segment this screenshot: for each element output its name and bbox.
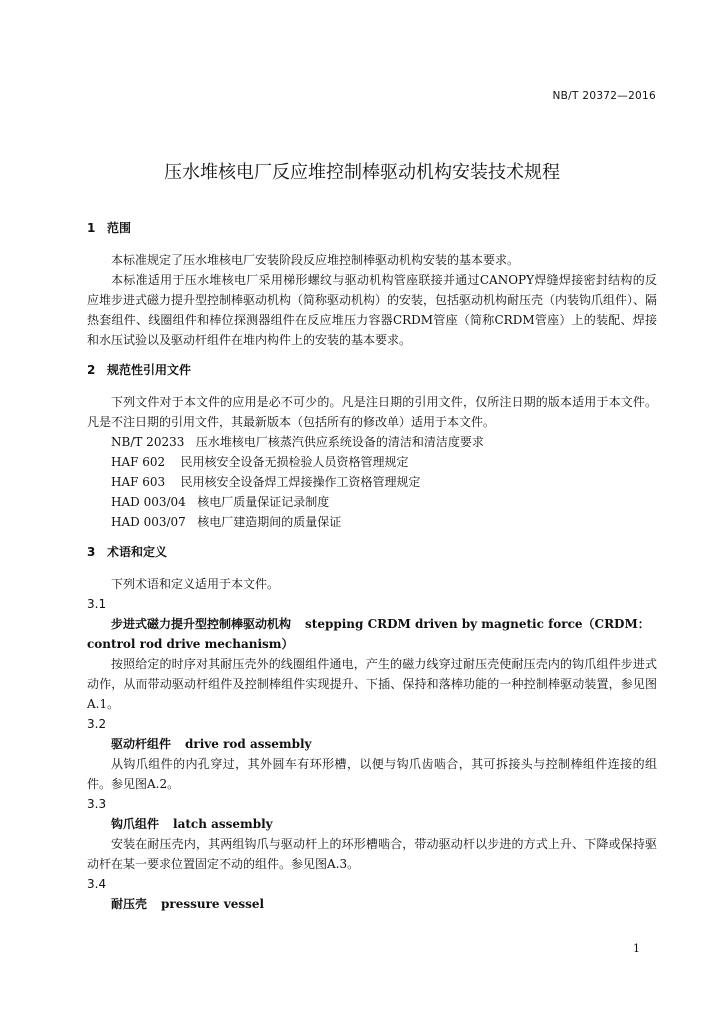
term-definition: 安装在耐压壳内，其两组钩爪与驱动杆上的环形槽啮合，带动驱动杆以步进的方式上升、下降或保持驱动杆在某一要求位置固定不动的组件。参见图A.3。: [87, 837, 657, 871]
term-entry: [87, 794, 657, 874]
term-definition: 从钩爪组件的内孔穿过，其外圆车有环形槽，以便与钩爪齿啮合，其可拆接头与控制棒组件连接的组件。参见图A.2。: [87, 757, 657, 791]
term-number: 3.4: [87, 877, 107, 891]
section-normative-references: [87, 360, 657, 532]
term-entry: [87, 594, 657, 714]
reference-item: [87, 472, 657, 492]
reference-item: [87, 452, 657, 472]
term-definition: 按照给定的时序对其耐压壳外的线圈组件通电，产生的磁力线穿过耐压壳使耐压壳内的钩爪组件步进式动作，从而带动驱动杆组件及控制棒组件实现提升、下插、保持和落棒功能的一种控制棒驱动装置，参见图A.1。: [87, 657, 657, 711]
reference-item: [87, 512, 657, 532]
page-number: 1: [633, 942, 640, 955]
term-zh: 耐压壳: [111, 897, 148, 911]
term-number: 3.2: [87, 717, 107, 731]
section-heading: [87, 360, 657, 380]
term-en: stepping CRDM driven by magnetic force（CRDM：control rod drive mechanism）: [87, 617, 650, 651]
reference-name: 民用核安全设备无损检验人员资格管理规定: [180, 455, 409, 469]
term-number: 3.3: [87, 797, 107, 811]
reference-code: HAD 003/07: [111, 515, 186, 529]
paragraph: 本标准适用于压水堆核电厂采用梯形螺纹与驱动机构管座联接并通过CANOPY焊缝焊接密封结构的反应堆步进式磁力提升型控制棒驱动机构（简称驱动机构）的安装，包括驱动机构耐压壳（内装钩爪组件）、隔热套组件、线圈组件和棒位探测器组件在反应堆压力容器CRDM管座（简称CRDM管座）上的装配、焊接和水压试验以及驱动杆组件在堆内构件上的安装的基本要求。: [87, 273, 658, 347]
term-name: [87, 894, 657, 914]
section-heading: [87, 542, 657, 562]
reference-name: 核电厂建造期间的质量保证: [197, 515, 342, 529]
paragraph: 下列术语和定义适用于本文件。: [111, 577, 280, 591]
document-title: 压水堆核电厂反应堆控制棒驱动机构安装技术规程: [164, 162, 560, 183]
section-scope: [87, 218, 657, 350]
term-name: [87, 814, 657, 834]
reference-name: 核电厂质量保证记录制度: [197, 495, 330, 509]
reference-name: 压水堆核电厂核蒸汽供应系统设备的清洁和清洁度要求: [195, 435, 484, 449]
term-entry: [87, 714, 657, 794]
section-title: 术语和定义: [107, 545, 168, 559]
section-number: 3: [87, 545, 96, 559]
reference-name: 民用核安全设备焊工焊接操作工资格管理规定: [180, 475, 421, 489]
term-en: latch assembly: [173, 817, 273, 831]
section-number: 1: [87, 221, 96, 235]
reference-code: HAD 003/04: [111, 495, 186, 509]
term-number: 3.1: [87, 597, 107, 611]
term-name: [87, 734, 657, 754]
term-en: drive rod assembly: [185, 737, 312, 751]
section-title: 范围: [107, 221, 132, 235]
paragraph: 下列文件对于本文件的应用是必不可少的。凡是注日期的引用文件，仅所注日期的版本适用于本文件。凡是不注日期的引用文件，其最新版本（包括所有的修改单）适用于本文件。: [87, 395, 657, 429]
standard-code: NB/T 20372—2016: [552, 90, 656, 102]
reference-code: HAF 603: [111, 475, 166, 489]
section-number: 2: [87, 363, 96, 377]
term-zh: 钩爪组件: [111, 817, 160, 831]
reference-item: [87, 492, 657, 512]
section-title: 规范性引用文件: [107, 363, 192, 377]
term-zh: 驱动杆组件: [111, 737, 172, 751]
section-heading: [87, 218, 657, 238]
term-zh: 步进式磁力提升型控制棒驱动机构: [111, 617, 292, 631]
reference-item: [87, 432, 657, 452]
reference-code: NB/T 20233: [111, 435, 185, 449]
reference-code: HAF 602: [111, 455, 166, 469]
document-body: [87, 218, 657, 924]
term-en: pressure vessel: [161, 897, 265, 911]
paragraph: 本标准规定了压水堆核电厂安装阶段反应堆控制棒驱动机构安装的基本要求。: [111, 253, 520, 267]
term-entry: [87, 874, 657, 914]
term-name: [87, 614, 657, 654]
section-terms-definitions: [87, 542, 657, 914]
